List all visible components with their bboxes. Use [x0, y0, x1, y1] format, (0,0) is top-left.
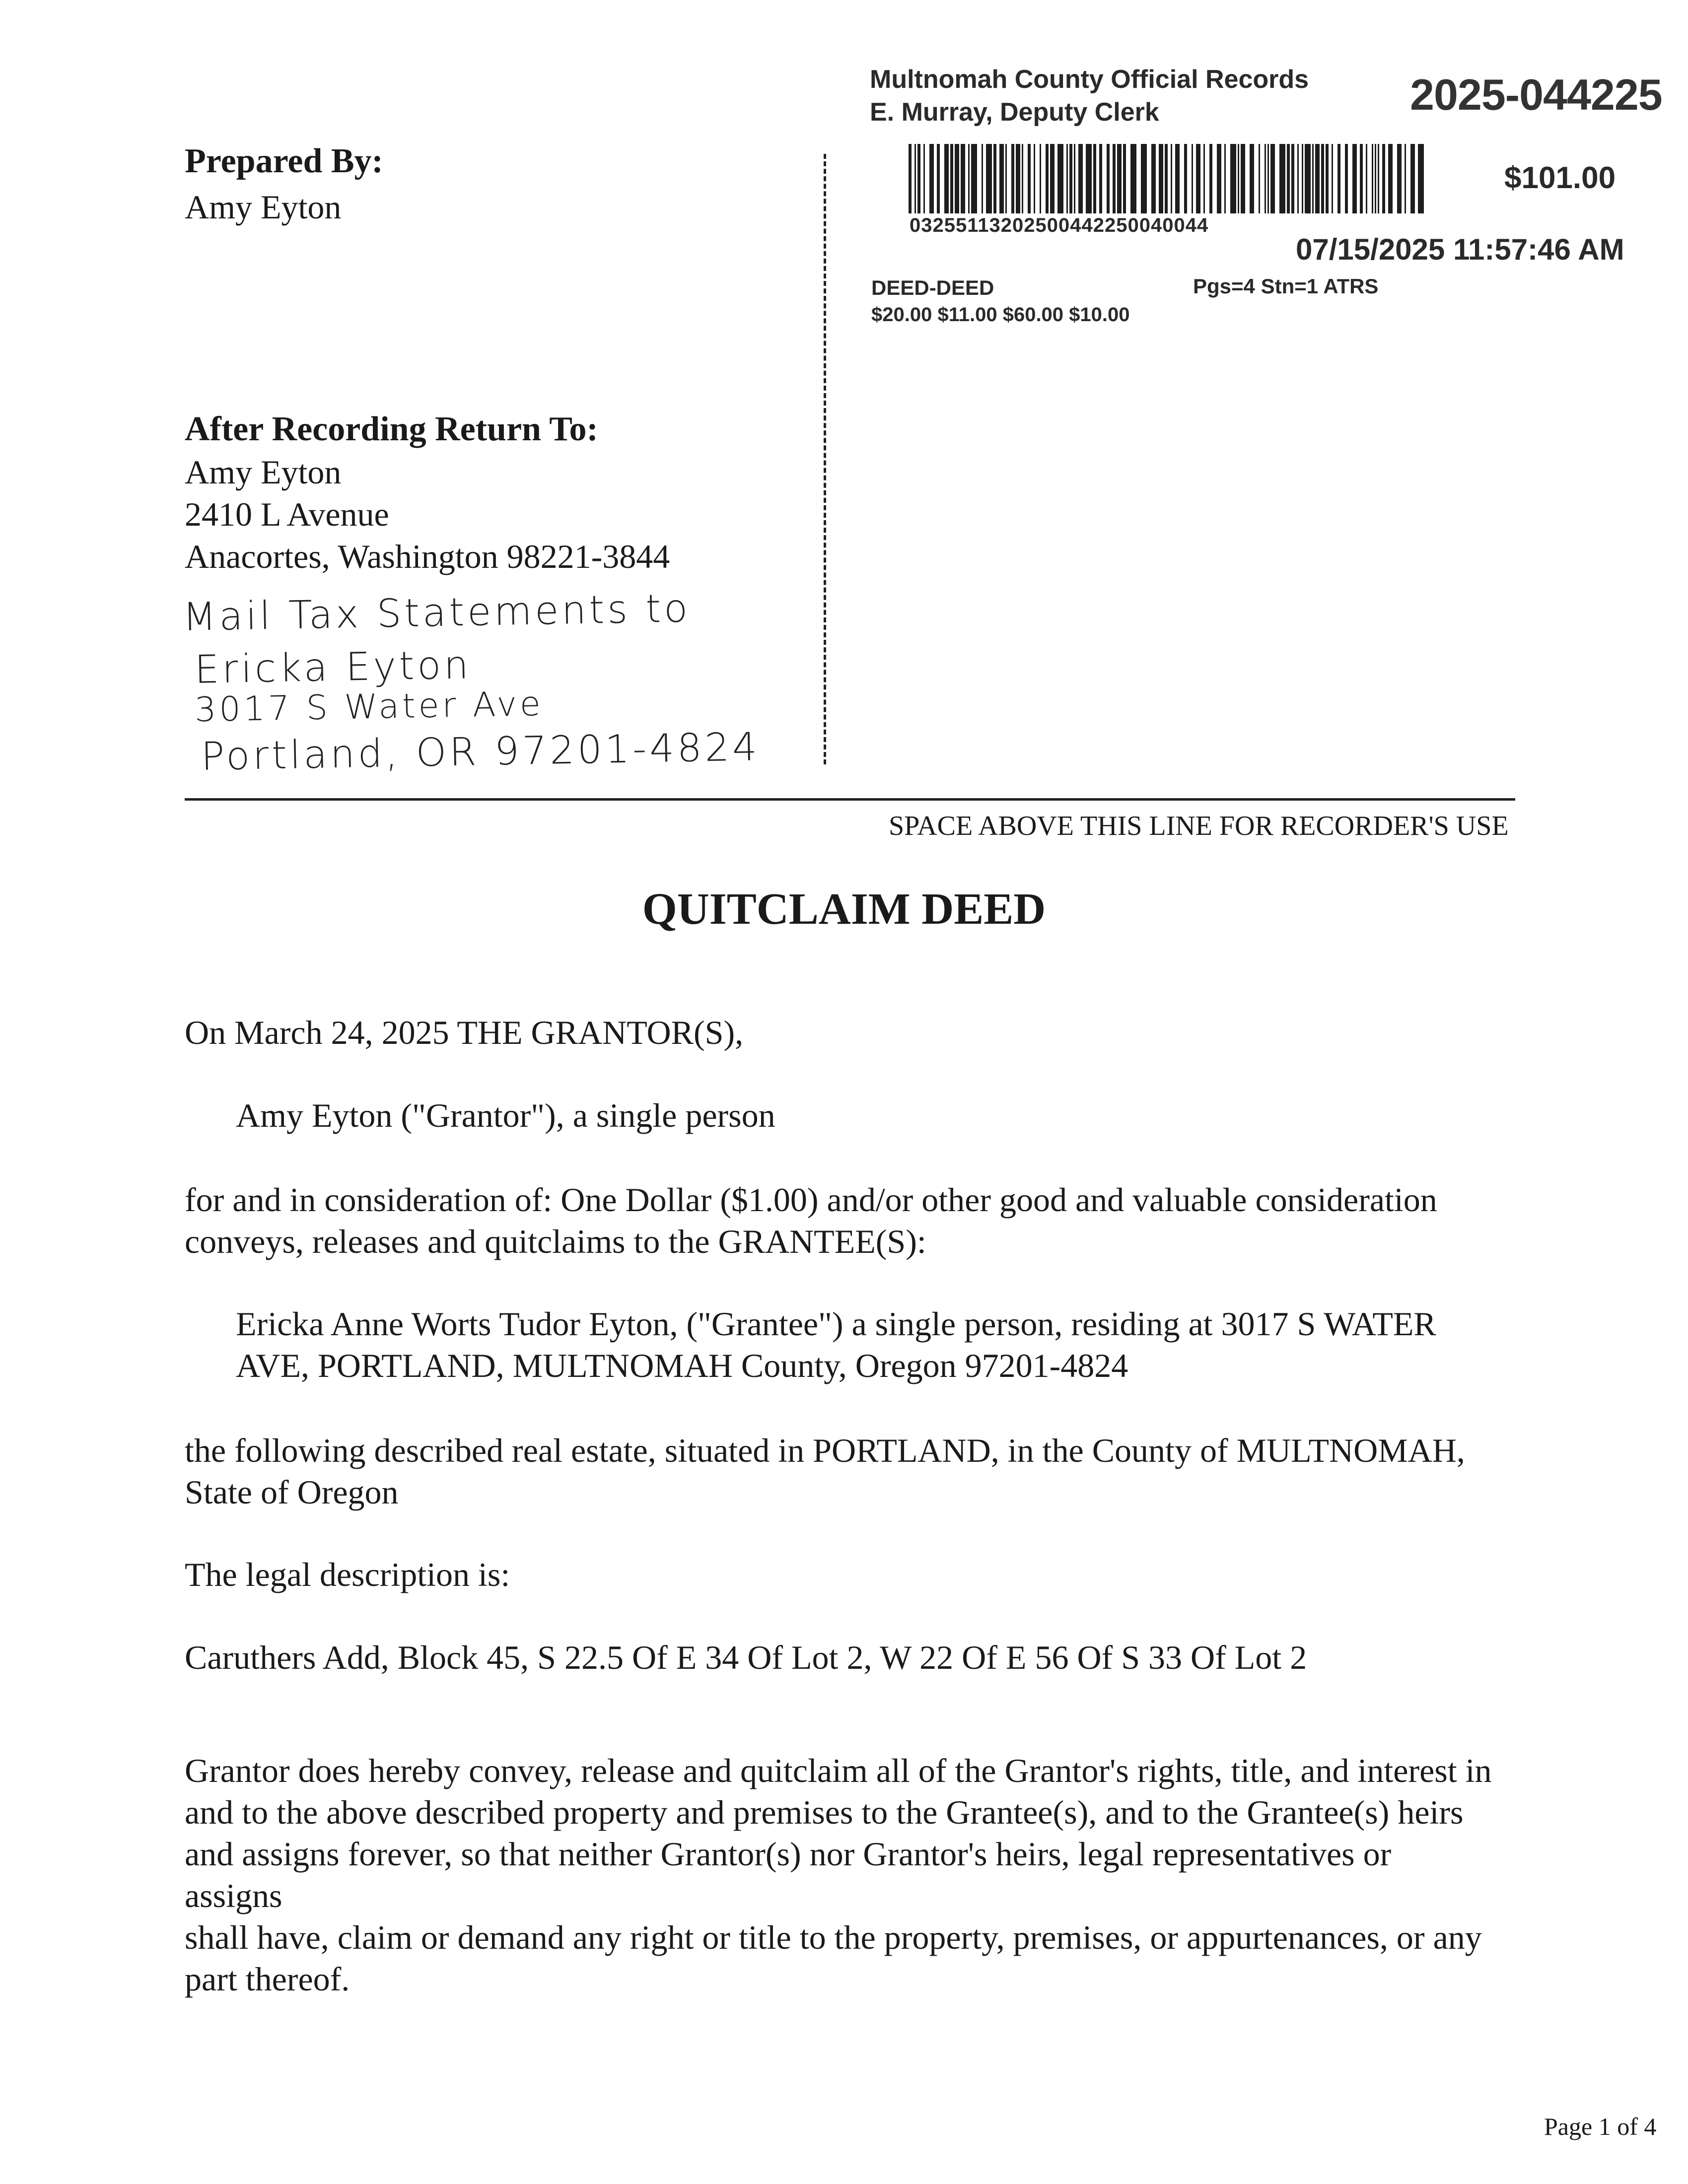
conveyance-line: shall have, claim or demand any right or title to the property, premises, or appurtenances, or any	[185, 1918, 1482, 1956]
handwritten-tax-name: Ericka Eyton	[194, 643, 472, 692]
handwritten-tax-heading: Mail Tax Statements to	[182, 586, 691, 640]
recorder-county: Multnomah County Official Records	[870, 65, 1309, 94]
conveyance-line: and to the above described property and premises to the Grantee(s), and to the Grantee(s) heirs	[185, 1793, 1464, 1831]
prepared-by-name: Amy Eyton	[185, 188, 342, 226]
conveyance-line: part thereof.	[185, 1960, 350, 1998]
page-number: Page 1 of 4	[1544, 2113, 1657, 2140]
conveyance-paragraph	[185, 1750, 1495, 2000]
deed-title: QUITCLAIM DEED	[642, 885, 1046, 934]
recorder-clerk: E. Murray, Deputy Clerk	[870, 98, 1159, 127]
conveyance-line: Grantor does hereby convey, release and quitclaim all of the Grantor's rights, title, and interest in	[185, 1752, 1492, 1789]
return-to-label: After Recording Return To:	[185, 410, 598, 448]
real-estate-line: the following described real estate, situated in PORTLAND, in the County of MULTNOMAH,	[185, 1432, 1465, 1469]
legal-description-intro: The legal description is:	[185, 1556, 510, 1593]
consideration-line: for and in consideration of: One Dollar ($1.00) and/or other good and valuable consideration	[185, 1181, 1437, 1219]
barcode-icon	[909, 144, 1425, 213]
record-number: 2025-044225	[1410, 70, 1662, 119]
recorder-divider-line	[185, 798, 1515, 801]
conveyance-line: and assigns forever, so that neither Grantor(s) nor Grantor's heirs, legal representatives or assigns	[185, 1835, 1392, 1914]
consideration-line: conveys, releases and quitclaims to the GRANTEE(S):	[185, 1223, 926, 1260]
real-estate-paragraph	[185, 1430, 1495, 1513]
recorder-space-note: SPACE ABOVE THIS LINE FOR RECORDER'S USE	[889, 811, 1509, 841]
handwritten-tax-street: 3017 S Water Ave	[194, 684, 544, 730]
document-type: DEED-DEED	[871, 276, 994, 299]
vertical-separator	[824, 154, 826, 764]
handwritten-tax-city: Portland, OR 97201-4824	[201, 725, 761, 779]
consideration-paragraph	[185, 1179, 1495, 1262]
grantee-line: AVE, PORTLAND, MULTNOMAH County, Oregon 97201-4824	[236, 1347, 1128, 1384]
date-grantor-line: On March 24, 2025 THE GRANTOR(S),	[185, 1014, 744, 1051]
grantor-name: Amy Eyton ("Grantor"), a single person	[236, 1096, 775, 1134]
grantee-line: Ericka Anne Worts Tudor Eyton, ("Grantee") a single person, residing at 3017 S WATER	[236, 1305, 1436, 1343]
prepared-by-label: Prepared By:	[185, 142, 383, 180]
legal-description: Caruthers Add, Block 45, S 22.5 Of E 34 Of Lot 2, W 22 Of E 56 Of S 33 Of Lot 2	[185, 1638, 1307, 1676]
barcode-number: 03255113202500442250040044	[910, 214, 1209, 236]
recording-fee: $101.00	[1504, 161, 1616, 195]
real-estate-line: State of Oregon	[185, 1473, 399, 1511]
return-to-name: Amy Eyton	[185, 453, 342, 491]
return-to-city: Anacortes, Washington 98221-3844	[185, 538, 670, 575]
pages-station: Pgs=4 Stn=1 ATRS	[1193, 274, 1379, 298]
return-to-street: 2410 L Avenue	[185, 495, 389, 533]
fees-breakdown: $20.00 $11.00 $60.00 $10.00	[871, 304, 1130, 326]
recording-datetime: 07/15/2025 11:57:46 AM	[1296, 233, 1624, 266]
grantee-paragraph	[236, 1303, 1497, 1386]
